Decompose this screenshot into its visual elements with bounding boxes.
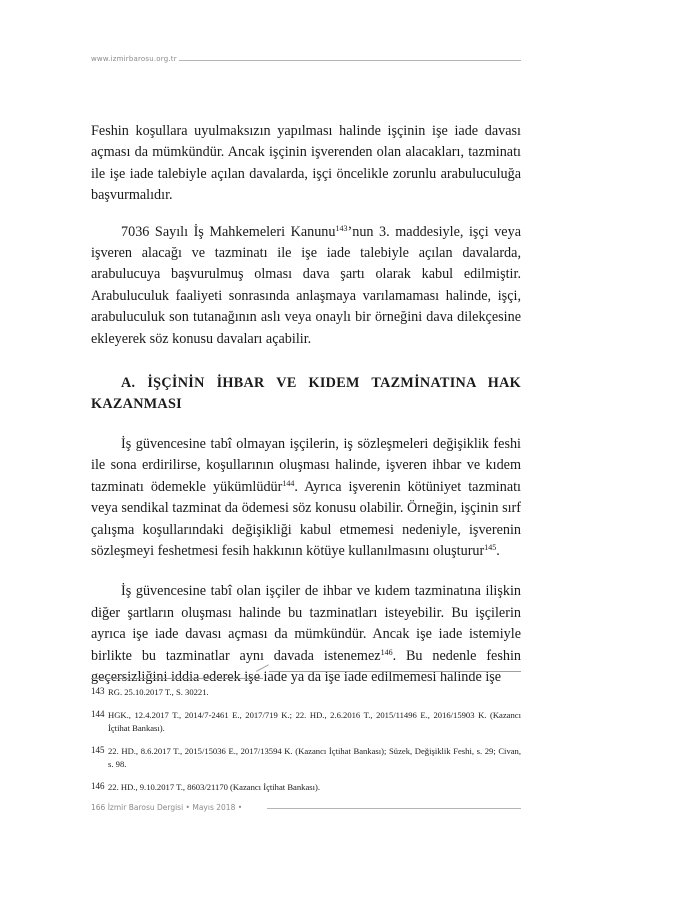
footnote-ref-145[interactable]: 145 (484, 542, 497, 552)
footnote-number: 146 (91, 781, 105, 791)
paragraph-3 (91, 434, 521, 562)
footer-text: 166 İzmir Barosu Dergisi • Mayıs 2018 • (91, 803, 243, 812)
header-url[interactable]: www.izmirbarosu.org.tr (91, 55, 177, 63)
footnote-ref-143[interactable]: 143 (335, 223, 348, 233)
footnote-text: RG. 25.10.2017 T., S. 30221. (108, 687, 209, 697)
section-heading: A. İŞÇİNİN İHBAR VE KIDEM TAZMİNATINA HAK KAZANMASI (91, 375, 521, 413)
page-footer (91, 803, 521, 815)
paragraph-1: Feshin koşullara uyulmaksızın yapılması halinde işçinin işe iade davası açması da mümkündür. Ancak işçinin işverenden olan alacakları, tazminatı ile işe iade talebiyle açılan davalarda, işçi öncelikle zorunlu arabuluculuğa başvurmalıdır. (91, 123, 521, 204)
footnote-number: 145 (91, 745, 105, 755)
paragraph-3-text-a: İş güvencesine tabî olmayan işçilerin, iş sözleşmeleri değişiklik feshi ile sona erdirilirse, koşullarının oluşması halinde, işveren ihbar ve kıdem tazminatı ödemekle yükümlüdür (91, 435, 521, 495)
footnote-ref-146[interactable]: 146 (380, 647, 393, 657)
footnote-text: 22. HD., 9.10.2017 T., 8603/21170 (Kazancı İçtihat Bankası). (108, 782, 321, 792)
page-body (91, 121, 521, 688)
footnotes (91, 686, 521, 804)
footnote-number: 143 (91, 686, 105, 696)
paragraph-2-text-a: 7036 Sayılı İş Mahkemeleri Kanunu (121, 223, 336, 240)
footnote-144 (91, 709, 521, 735)
footnote-143 (91, 686, 521, 699)
paragraph-2 (91, 222, 521, 350)
paragraph-3-text-b: . Ayrıca işverenin kötüniyet tazminatı veya sendikal tazminat da ödemesi söz konusu olabilir. Örneğin, işçinin sırf çalışma koşullarındaki değişikliği kabul etmemesi nedeniyle, işverenin sözleşmeyi feshetmesi fesih hakkının kötüye kullanılmasını oluşturur (91, 478, 522, 559)
footnote-text: HGK., 12.4.2017 T., 2014/7-2461 E., 2017/719 K.; 22. HD., 2.6.2016 T., 2015/11496 E., 2016/15903 K. (Kazancı İçtihat Bankası). (108, 710, 521, 733)
page-header (91, 55, 521, 67)
paragraph-4-text-a: İş güvencesine tabî olan işçiler de ihbar ve kıdem tazminatına ilişkin diğer şartların oluşması halinde bu tazminatları isteyebilir. Bu işçilerin ayrıca işe iade davası açması da mümkündür. Ancak işe iade istemiyle birlikte bu tazminatlar aynı davada istenemez (91, 583, 521, 664)
paragraph-3-text-c: . (496, 542, 500, 559)
paragraph-4-text-b: . Bu nedenle feshin geçersizliğini iddia ederek işe iade ya da işe iade edilmemesi halinde işe (91, 647, 522, 685)
footnote-number: 144 (91, 709, 105, 719)
footer-rule (267, 808, 521, 809)
footnote-146 (91, 781, 521, 794)
footnote-text: 22. HD., 8.6.2017 T., 2015/15036 E., 2017/13594 K. (Kazancı İçtihat Bankası); Süzek, Değişiklik Feshi, s. 29; Civan, s. 98. (108, 746, 521, 769)
header-rule (179, 60, 521, 61)
paragraph-2-text-b: ’nun 3. maddesiyle, işçi veya işveren alacağı ve tazminatı ile işe iade talebiyle açılan davalarda, arabulucuya başvurulmuş olması dava şartı olarak kabul edilmiştir. Arabuluculuk faaliyeti sonrasında anlaşmaya varılamaması halinde, işçi, arabuluculuk son tutanağının aslı veya onaylı bir örneğini dava dilekçesine ekleyerek söz konusu davaları açabilir. (91, 223, 522, 347)
paragraph-4 (91, 581, 521, 688)
footnote-separator (91, 678, 521, 686)
footnote-145 (91, 745, 521, 771)
footnote-ref-144[interactable]: 144 (282, 478, 295, 488)
